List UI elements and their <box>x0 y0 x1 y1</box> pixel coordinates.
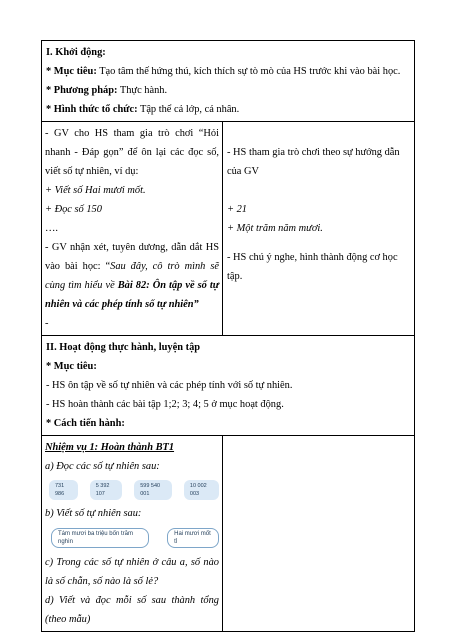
task-1-student-column <box>223 436 414 631</box>
task-1-row <box>42 436 414 631</box>
task-1-teacher-column <box>42 436 223 631</box>
teacher-line-1: - GV cho HS tham gia trò chơi “Hỏi nhanh - Đáp gọn” để ôn lại các đọc số, viết số tự nhiên, ví dụ: <box>45 128 219 177</box>
number-chip: 10 002 003 <box>184 480 219 500</box>
student-column <box>223 122 414 335</box>
word-number-list <box>51 528 219 548</box>
task-1-part-b: b) Viết số tự nhiên sau: <box>45 508 142 519</box>
number-chip: 731 986 <box>49 480 78 500</box>
teacher-line-6: - <box>45 318 49 329</box>
section-2-intro <box>42 336 414 436</box>
section-1-heading: I. Khởi động: <box>46 47 106 58</box>
task-1-part-d: d) Viết và đọc mỗi số sau thành tổng (theo mẫu) <box>45 595 219 625</box>
teacher-line-4: …. <box>45 223 58 234</box>
task-1-part-a: a) Đọc các số tự nhiên sau: <box>45 461 160 472</box>
section-1-method: * Phương pháp: Thực hành. <box>46 85 168 96</box>
number-chip: 599 540 001 <box>134 480 172 500</box>
section-2-process-label: * Cách tiến hành: <box>46 418 125 429</box>
teacher-line-2: + Viết số Hai mươi mốt. <box>45 185 146 196</box>
section-1-intro <box>42 41 414 122</box>
section-2-heading: II. Hoạt động thực hành, luyện tập <box>46 342 201 353</box>
task-1-title: Nhiệm vụ 1: Hoàn thành BT1 <box>45 442 175 453</box>
teacher-line-5: - GV nhận xét, tuyên dương, dẫn dắt HS vào bài học: “Sau đây, cô trò mình sẽ cùng tìm hiểu về Bài 82: Ôn tập về số tự nhiên và các phép tính số tự nhiên” <box>45 242 219 310</box>
student-line-1: - HS tham gia trò chơi theo sự hướng dẫn của GV <box>227 147 400 177</box>
warmup-activity-row <box>42 122 414 336</box>
teacher-line-3: + Đọc số 150 <box>45 204 102 215</box>
section-2-goal-1: - HS ôn tập về số tự nhiên và các phép tính với số tự nhiên. <box>46 380 293 391</box>
word-number-chip: Hai mươi mốt tỉ <box>167 528 219 548</box>
task-1-part-c: c) Trong các số tự nhiên ở câu a, số nào là số chẵn, số nào là số lẻ? <box>45 557 219 587</box>
word-number-chip: Tám mươi ba triệu bốn trăm nghìn <box>51 528 149 548</box>
number-list <box>49 480 219 500</box>
section-2-goal-2: - HS hoàn thành các bài tập 1;2; 3; 4; 5 ở mục hoạt động. <box>46 399 284 410</box>
teacher-column <box>42 122 223 335</box>
number-chip: 5 392 107 <box>90 480 123 500</box>
lesson-plan-table <box>41 40 415 632</box>
section-1-goal: * Mục tiêu: Tạo tâm thế hứng thú, kích thích sự tò mò của HS trước khi vào bài học. <box>46 66 401 77</box>
student-line-4: - HS chú ý nghe, hình thành động cơ học tập. <box>227 252 398 282</box>
section-1-form: * Hình thức tổ chức: Tập thể cả lớp, cá nhân. <box>46 104 240 115</box>
student-line-2: + 21 <box>227 204 247 215</box>
section-2-goal-label: * Mục tiêu: <box>46 361 97 372</box>
student-line-3: + Một trăm năm mươi. <box>227 223 323 234</box>
